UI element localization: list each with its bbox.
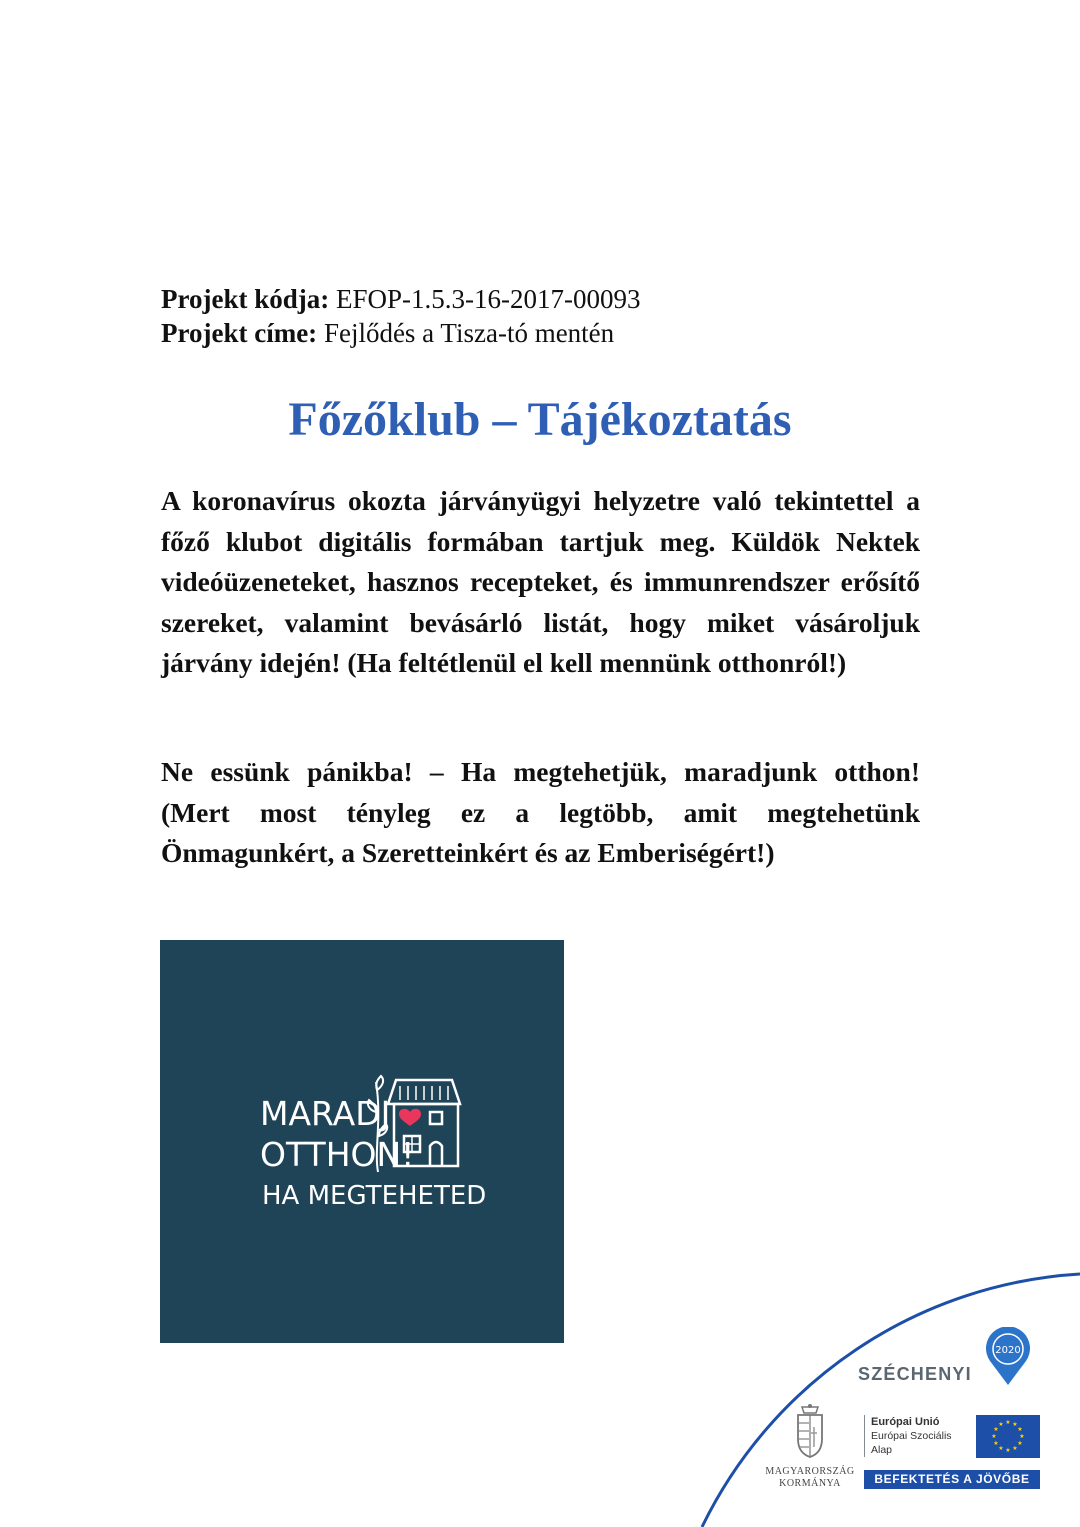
svg-text:★: ★	[1019, 1433, 1025, 1440]
project-code-value: EFOP-1.5.3-16-2017-00093	[336, 284, 641, 314]
gov-line2: KORMÁNYA	[779, 1478, 841, 1489]
project-title-label: Projekt címe:	[161, 318, 318, 348]
eu-line3: Alap	[871, 1444, 893, 1456]
poster-line1: MARADJ	[260, 1094, 391, 1133]
svg-text:★: ★	[1017, 1426, 1023, 1433]
eu-line1: Európai Unió	[871, 1416, 940, 1428]
svg-text:★: ★	[998, 1421, 1004, 1428]
project-title-value: Fejlődés a Tisza-tó mentén	[323, 318, 615, 348]
svg-text:★: ★	[998, 1445, 1004, 1452]
poster-line2: OTTHON!	[260, 1135, 415, 1174]
project-code-label: Projekt kódja:	[161, 284, 330, 314]
eu-stars-icon	[976, 1415, 1040, 1458]
szechenyi-pin-icon	[984, 1327, 1032, 1387]
eu-flag-icon	[976, 1415, 1040, 1458]
eu-line2: Európai Szociális	[871, 1430, 952, 1442]
svg-text:★: ★	[1012, 1445, 1018, 1452]
svg-text:★: ★	[993, 1440, 999, 1447]
government-logo	[760, 1403, 860, 1490]
invest-banner: BEFEKTETÉS A JÖVŐBE	[864, 1470, 1040, 1489]
page-title: Főzőklub – Tájékoztatás	[288, 393, 792, 446]
svg-text:★: ★	[1005, 1447, 1011, 1454]
eu-text	[864, 1415, 977, 1457]
paragraph-info: A koronavírus okozta járványügyi helyzetre való tekintettel a főző klubot digitális formában tartjuk meg. Küldök Nektek videóüzeneteket, hasznos recepteket, és immunrendszer erősítő szereket, valamint bevásárló listát, hogy miket vásároljuk járvány idején! (Ha feltétlenül el kell mennünk otthonról!)	[161, 485, 920, 679]
svg-text:★: ★	[993, 1426, 999, 1433]
szechenyi-logo-text: SZÉCHENYI	[858, 1364, 972, 1384]
szechenyi-year: 2020	[995, 1345, 1021, 1356]
poster-line3: HA MEGTEHETED	[262, 1181, 487, 1211]
svg-text:★: ★	[991, 1433, 997, 1440]
svg-text:★: ★	[1012, 1421, 1018, 1428]
paragraph-advice: Ne essünk pánikba! – Ha megtehetjük, maradjunk otthon! (Mert most tényleg ez a legtöbb, amit megtehetünk Önmagunkért, a Szeretteinkért és az Emberiségért!)	[161, 756, 920, 869]
coat-of-arms-icon	[790, 1403, 830, 1459]
gov-line1: MAGYARORSZÁG	[765, 1466, 855, 1477]
svg-text:★: ★	[1005, 1419, 1011, 1426]
svg-text:★: ★	[1017, 1440, 1023, 1447]
